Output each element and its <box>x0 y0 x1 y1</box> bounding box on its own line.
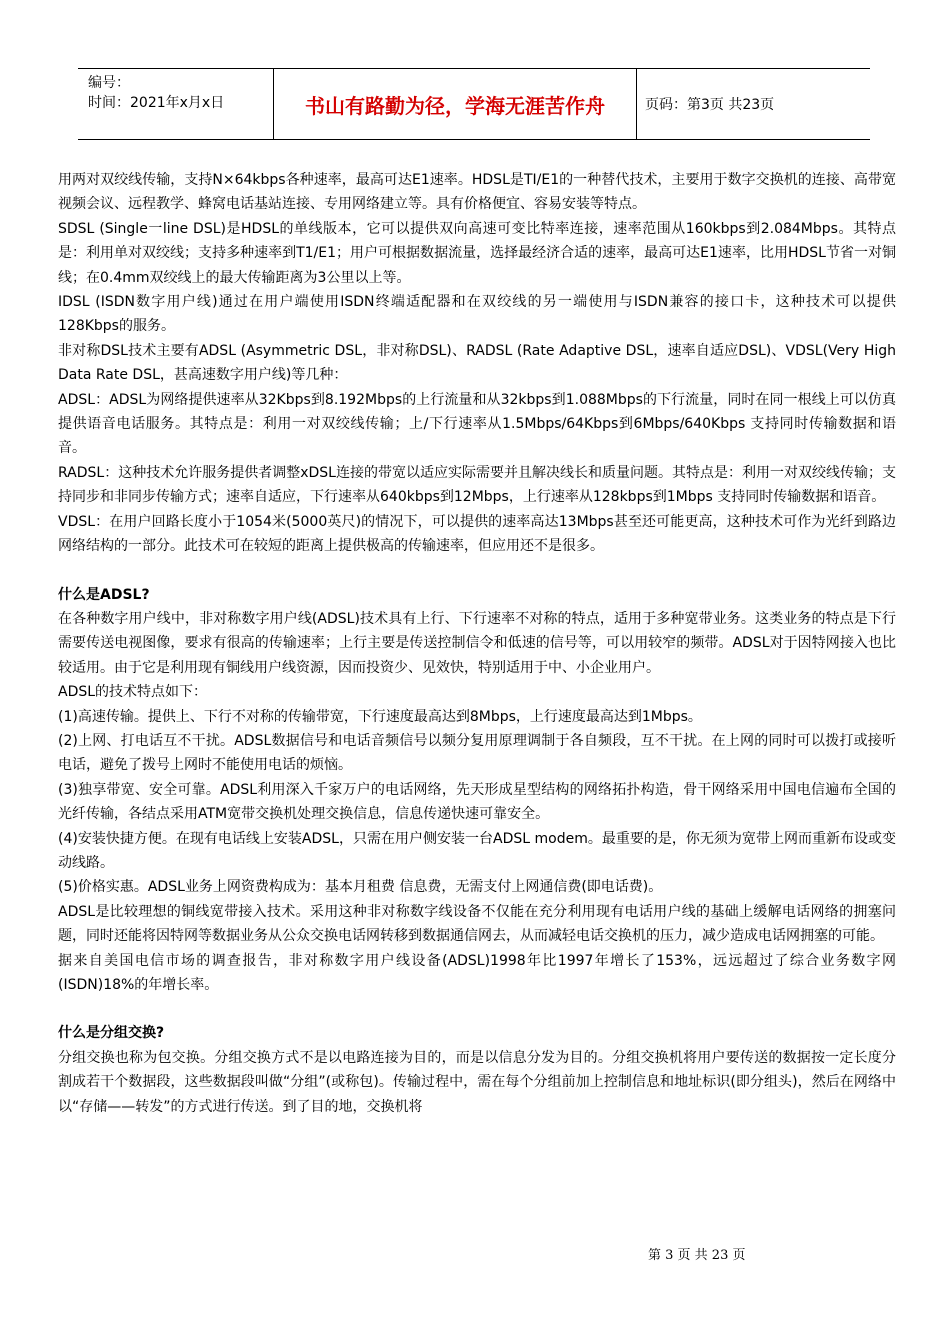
paragraph: ADSL的技术特点如下： <box>58 684 208 701</box>
paragraph: 在各种数字用户线中，非对称数字用户线(ADSL)技术具有上行、下行速率不对称的特点，适用于多种宽带业务。这类业务的特点是下行需要传送电视图像，要求有很高的传输速率；上行主要是传送控制信令和低速的信号等，可以用较窄的频带。ADSL对于因特网接入也比较适用。由于它是利用现有铜线用户线资源，因而投资少、见效快，特别适用于中、小企业用户。 <box>58 610 896 676</box>
section-adsl <box>58 583 896 998</box>
paragraph: IDSL (ISDN数字用户线)通过在用户端使用ISDN终端适配器和在双绞线的另一端使用与ISDN兼容的接口卡，这种技术可以提供128Kbps的服务。 <box>58 294 896 335</box>
section-packet-switching <box>58 1021 896 1119</box>
list-item: (4)安装快捷方便。在现有电话线上安装ADSL，只需在用户侧安装一台ADSL modem。最重要的是，你无须为宽带上网而重新布设或变动线路。 <box>58 830 896 871</box>
paragraph: 非对称DSL技术主要有ADSL (Asymmetric DSL，非对称DSL)、RADSL (Rate Adaptive DSL，速率自适应DSL)、VDSL(Very High Data Rate DSL，甚高速数字用户线)等几种： <box>58 342 896 384</box>
header-number-label: 编号： <box>88 75 130 91</box>
paragraph: 用两对双绞线传输，支持N×64kbps各种速率，最高可达E1速率。HDSL是TI/E1的一种替代技术，主要用于数字交换机的连接、高带宽视频会议、远程教学、蜂窝电话基站连接、专用网络建立等。具有价格便宜、容易安装等特点。 <box>58 172 896 213</box>
page-header <box>78 68 870 140</box>
list-item: (2)上网、打电话互不干扰。ADSL数据信号和电话音频信号以频分复用原理调制于各自频段，互不干扰。在上网的同时可以拨打或接听电话，避免了拨号上网时不能使用电话的烦恼。 <box>58 732 896 774</box>
paragraph: RADSL：这种技术允许服务提供者调整xDSL连接的带宽以适应实际需要并且解决线长和质量问题。其特点是：利用一对双绞线传输；支持同步和非同步传输方式；速率自适应，下行速率从640kbps到12Mbps，上行速率从128kbps到1Mbps 支持同时传输数据和语音。 <box>58 464 896 506</box>
header-page-info: 页码：第3页 共23页 <box>645 97 775 113</box>
spacer <box>58 997 896 1021</box>
header-meta <box>78 69 274 139</box>
page-footer: 第 3 页 共 23 页 <box>648 1248 746 1263</box>
paragraph: VDSL：在用户回路长度小于1054米(5000英尺)的情况下，可以提供的速率高达13Mbps甚至还可能更高，这种技术可作为光纤到路边网络结构的一部分。此技术可在较短的距离上提供极高的传输速率，但应用还不是很多。 <box>58 513 896 555</box>
header-motto: 书山有路勤为径，学海无涯苦作舟 <box>274 69 637 139</box>
spacer <box>58 559 896 583</box>
paragraph: ADSL：ADSL为网络提供速率从32Kbps到8.192Mbps的上行流量和从32kbps到1.088Mbps的下行流量，同时在同一根线上可以仿真提供语音电话服务。其特点是：利用一对双绞线传输；上/下行速率从1.5Mbps/64Kbps到6Mbps/640Kbps 支持同时传输数据和语音。 <box>58 391 896 457</box>
document-body <box>58 168 896 1119</box>
paragraph: 据来自美国电信市场的调查报告，非对称数字用户线设备(ADSL)1998年比1997年增长了153%，远远超过了综合业务数字网(ISDN)18%的年增长率。 <box>58 952 896 993</box>
paragraph: ADSL是比较理想的铜线宽带接入技术。采用这种非对称数字线设备不仅能在充分利用现有电话用户线的基础上缓解电话网络的拥塞问题，同时还能将因特网等数据业务从公众交换电话网转移到数据通信网去，从而减轻电话交换机的压力，减少造成电话网拥塞的可能。 <box>58 903 896 945</box>
section-title: 什么是分组交换? <box>58 1025 165 1042</box>
list-item: (1)高速传输。提供上、下行不对称的传输带宽，下行速度最高达到8Mbps，上行速度最高达到1Mbps。 <box>58 708 702 725</box>
paragraph: SDSL (Single一line DSL)是HDSL的单线版本，它可以提供双向高速可变比特率连接，速率范围从160kbps到2.084Mbps。其特点是：利用单对双绞线；支持多种速率到T1/E1；用户可根据数据流量，选择最经济合适的速率，最高可达E1速率，比用HDSL节省一对铜线；在0.4mm双绞线上的最大传输距离为3公里以上等。 <box>58 220 896 286</box>
header-time-label: 时间：2021年x月x日 <box>88 95 225 111</box>
list-item: (5)价格实惠。ADSL业务上网资费构成为：基本月租费 信息费，无需支付上网通信费(即电话费)。 <box>58 879 663 896</box>
list-item: (3)独享带宽、安全可靠。ADSL利用深入千家万户的电话网络，先天形成星型结构的网络拓扑构造，骨干网络采用中国电信遍布全国的光纤传输，各结点采用ATM宽带交换机处理交换信息，信息传递快速可靠安全。 <box>58 781 896 823</box>
section-dsl-types <box>58 168 896 559</box>
section-title: 什么是ADSL? <box>58 586 150 603</box>
paragraph: 分组交换也称为包交换。分组交换方式不是以电路连接为目的，而是以信息分发为目的。分组交换机将用户要传送的数据按一定长度分割成若干个数据段，这些数据段叫做“分组”(或称包)。传输过程中，需在每个分组前加上控制信息和地址标识(即分组头)，然后在网络中以“存储——转发”的方式进行传送。到了目的地，交换机将 <box>58 1049 896 1115</box>
